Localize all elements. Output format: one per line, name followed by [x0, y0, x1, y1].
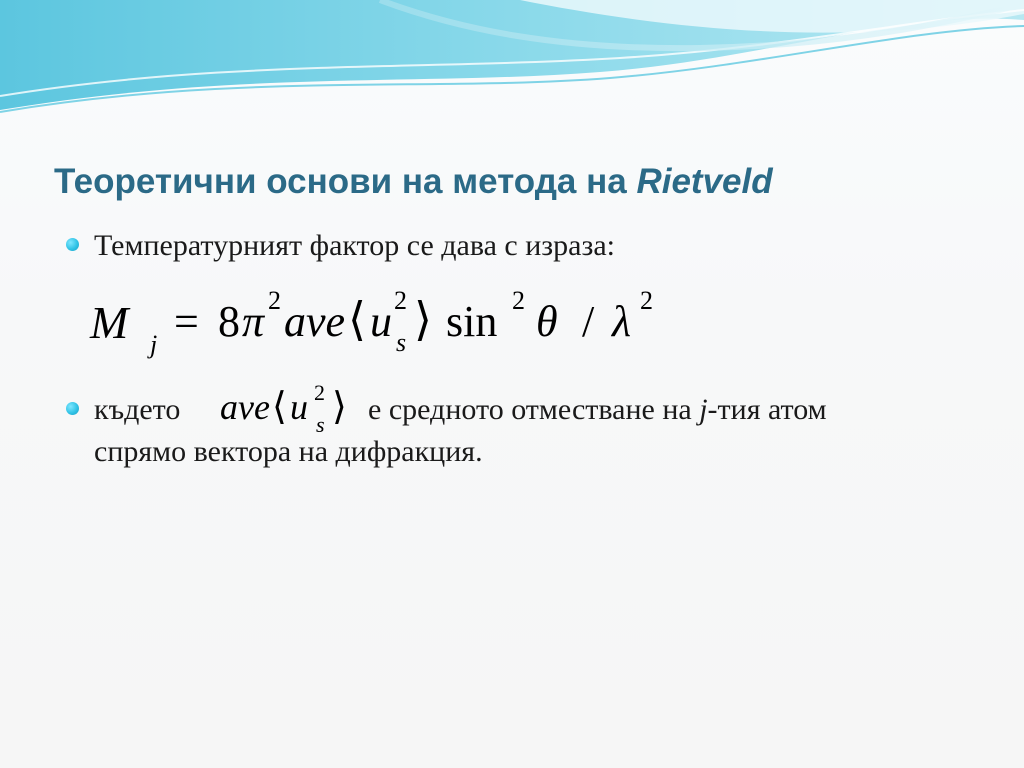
- formula-sin: sin: [446, 297, 498, 346]
- inline-u: u: [290, 387, 308, 427]
- bullet-2-j: j: [699, 393, 708, 426]
- title-rietveld-text: Rietveld: [636, 162, 773, 201]
- formula-pi: π: [242, 297, 265, 346]
- formula-eight: 8: [218, 297, 240, 346]
- bullet-2-line-2: спрямо вектора на дифракция.: [94, 435, 483, 468]
- formula-pi-exponent: 2: [268, 286, 281, 315]
- formula-M: M: [90, 297, 129, 348]
- inline-formula-ave-u: [218, 380, 358, 440]
- formula-equals: =: [174, 297, 199, 346]
- formula-lambda-exponent: 2: [640, 286, 653, 315]
- title-main-text: Теоретични основи на метода на: [54, 162, 637, 201]
- formula-slash: /: [582, 297, 595, 346]
- header-wave-decoration: [0, 0, 1024, 140]
- bullet-1-text: Температурният фактор се дава с израза:: [94, 229, 615, 262]
- inline-u-subscript-s: s: [316, 412, 325, 437]
- inline-langle: ⟨: [272, 386, 287, 428]
- bullet-icon: [66, 238, 79, 251]
- bullet-2-description: [368, 390, 827, 430]
- formula-u: u: [370, 297, 392, 346]
- formula-ave: ave: [284, 297, 346, 346]
- bullet-2-text-b: -тия атом: [707, 393, 827, 426]
- formula-u-exponent: 2: [394, 286, 407, 315]
- temperature-factor-formula: [88, 278, 688, 368]
- bullet-icon: [66, 402, 79, 415]
- formula-sin-exponent: 2: [512, 286, 525, 315]
- slide-title: [54, 160, 994, 204]
- inline-ave: ave: [220, 387, 270, 427]
- formula-subscript-j: j: [150, 330, 158, 359]
- formula-u-subscript-s: s: [396, 328, 407, 357]
- formula-rangle: ⟩: [414, 294, 432, 345]
- inline-rangle: ⟩: [332, 386, 347, 428]
- inline-u-exponent: 2: [314, 380, 325, 405]
- formula-langle: ⟨: [348, 294, 366, 345]
- bullet-2-text-a: е средното отместване на: [368, 393, 700, 426]
- formula-theta: θ: [536, 297, 558, 346]
- bullet-2-prefix: където: [94, 393, 181, 426]
- formula-lambda: λ: [612, 297, 632, 346]
